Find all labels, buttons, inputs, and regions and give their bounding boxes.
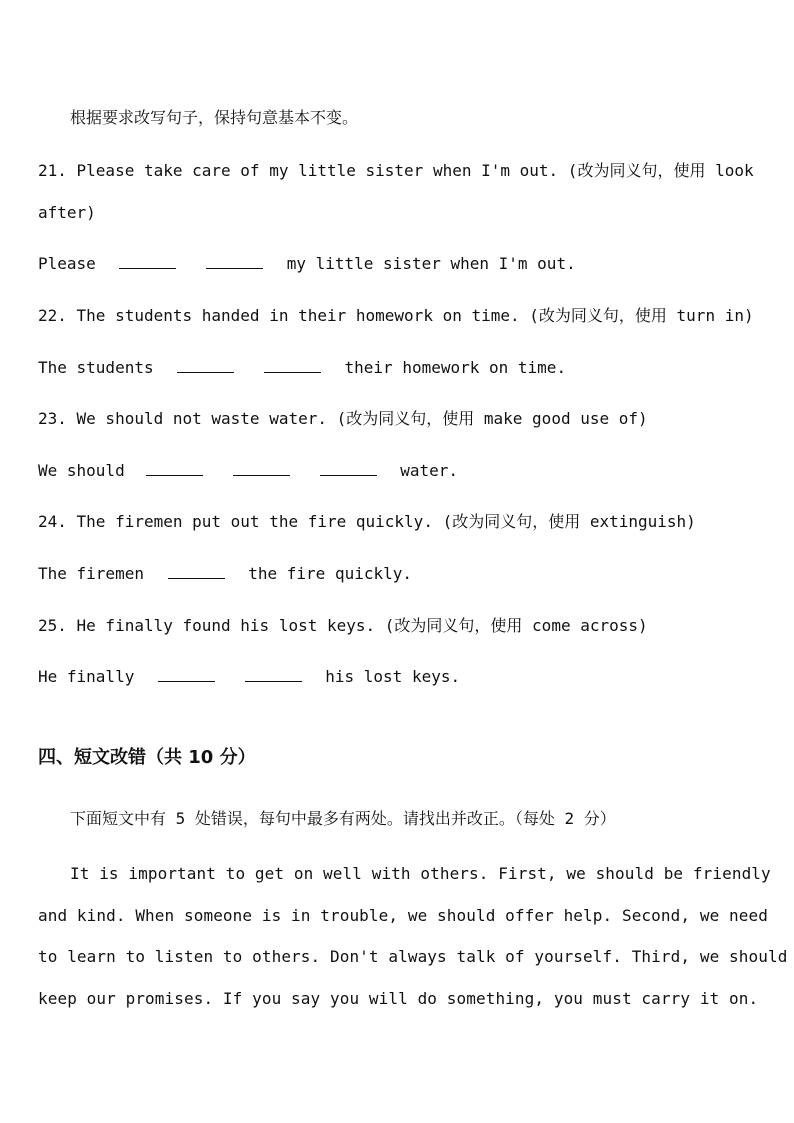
passage-line-3: to learn to listen to others. Don't always talk of yourself. Third, we should [38,947,788,966]
answer-start-text: The students [38,358,154,377]
section-4-heading: 四、短文改错（共 10 分） [38,747,256,768]
instruction-text: 根据要求改写句子，保持句意基本不变。 [70,108,359,127]
passage-line-1: It is important to get on well with others. First, we should be friendly [70,864,771,883]
answer-blank[interactable] [168,564,225,579]
question-24-prompt: 24. The firemen put out the fire quickly. (改为同义句，使用 extinguish) [38,512,696,531]
question-22-answer-line [38,357,760,379]
answer-end-text: the fire quickly. [248,564,413,583]
answer-start-text: The firemen [38,564,144,583]
answer-end-text: his lost keys. [325,667,461,686]
answer-end-text: their homework on time. [344,358,567,377]
question-23-answer-line [38,460,760,482]
question-25-answer-line [38,666,760,688]
question-24-answer-line [38,563,760,585]
answer-blank[interactable] [158,667,215,682]
section-4-instruction: 下面短文中有 5 处错误，每句中最多有两处。请找出并改正。（每处 2 分） [70,809,616,828]
answer-blank[interactable] [177,358,234,373]
passage-line-2: and kind. When someone is in trouble, we should offer help. Second, we need [38,906,768,925]
question-21-prompt: 21. Please take care of my little sister when I'm out. (改为同义句，使用 look [38,161,754,180]
question-25-prompt: 25. He finally found his lost keys. (改为同义句，使用 come across) [38,616,648,635]
answer-blank[interactable] [320,461,377,476]
answer-start-text: We should [38,461,125,480]
answer-blank[interactable] [146,461,203,476]
answer-blank[interactable] [233,461,290,476]
question-21-answer-line [38,253,760,275]
question-21-prompt-cont: after) [38,203,96,222]
answer-blank[interactable] [264,358,321,373]
answer-blank[interactable] [206,254,263,269]
question-23-prompt: 23. We should not waste water. (改为同义句，使用 make good use of) [38,409,648,428]
passage-line-4: keep our promises. If you say you will do something, you must carry it on. [38,989,759,1008]
answer-start-text: He finally [38,667,135,686]
answer-start-text: Please [38,254,96,273]
answer-end-text: water. [400,461,459,480]
answer-end-text: my little sister when I'm out. [286,254,576,273]
question-22-prompt: 22. The students handed in their homework on time. (改为同义句，使用 turn in) [38,306,754,325]
answer-blank[interactable] [119,254,176,269]
answer-blank[interactable] [245,667,302,682]
